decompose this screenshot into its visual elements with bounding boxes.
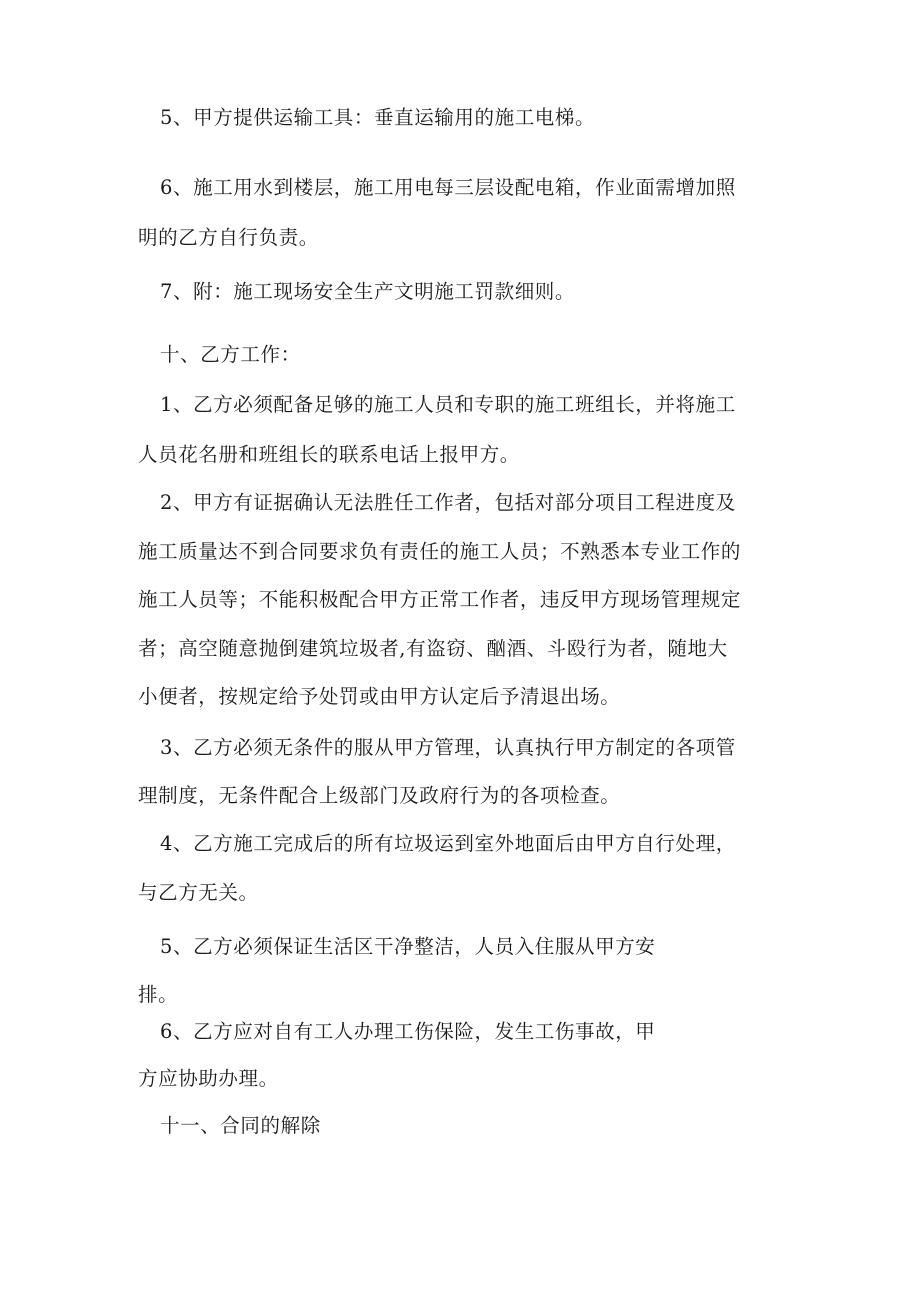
clause-line: 排。	[138, 983, 179, 1006]
clause-line: 与乙方无关。	[138, 881, 259, 904]
clause-line: 人员花名册和班组长的联系电话上报甲方。	[138, 443, 520, 466]
clause-line: 1、乙方必须配备足够的施工人员和专职的施工班组长，并将施工	[160, 393, 736, 416]
clause-line: 5、甲方提供运输工具：垂直运输用的施工电梯。	[160, 106, 596, 129]
clause-line: 者；高空随意抛倒建筑垃圾者,有盗窃、酗酒、斗殴行为者，随地大	[138, 637, 728, 660]
section-heading: 十、乙方工作：	[160, 343, 301, 366]
clause-line: 明的乙方自行负责。	[138, 226, 319, 249]
clause-line: 6、施工用水到楼层，施工用电每三层设配电箱，作业面需增加照	[160, 176, 736, 199]
clause-line: 方应协助办理。	[138, 1067, 279, 1090]
clause-line: 理制度，无条件配合上级部门及政府行为的各项检查。	[138, 784, 621, 807]
clause-line: 3、乙方必须无条件的服从甲方管理，认真执行甲方制定的各项管	[160, 736, 736, 759]
clause-line: 2、甲方有证据确认无法胜任工作者，包括对部分项目工程进度及	[160, 491, 736, 514]
clause-line: 7、附：施工现场安全生产文明施工罚款细则。	[160, 280, 576, 303]
clause-line: 6、乙方应对自有工人办理工伤保险，发生工伤事故，甲	[160, 1020, 656, 1043]
section-heading: 十一、合同的解除	[160, 1114, 321, 1137]
clause-line: 4、乙方施工完成后的所有垃圾运到室外地面后由甲方自行处理，	[160, 832, 736, 855]
clause-line: 5、乙方必须保证生活区干净整洁，人员入住服从甲方安	[160, 935, 656, 958]
clause-line: 小便者，按规定给予处罚或由甲方认定后予清退出场。	[138, 685, 621, 708]
clause-line: 施工质量达不到合同要求负有责任的施工人员；不熟悉本专业工作的	[138, 540, 742, 563]
clause-line: 施工人员等；不能积极配合甲方正常工作者，违反甲方现场管理规定	[138, 588, 742, 611]
